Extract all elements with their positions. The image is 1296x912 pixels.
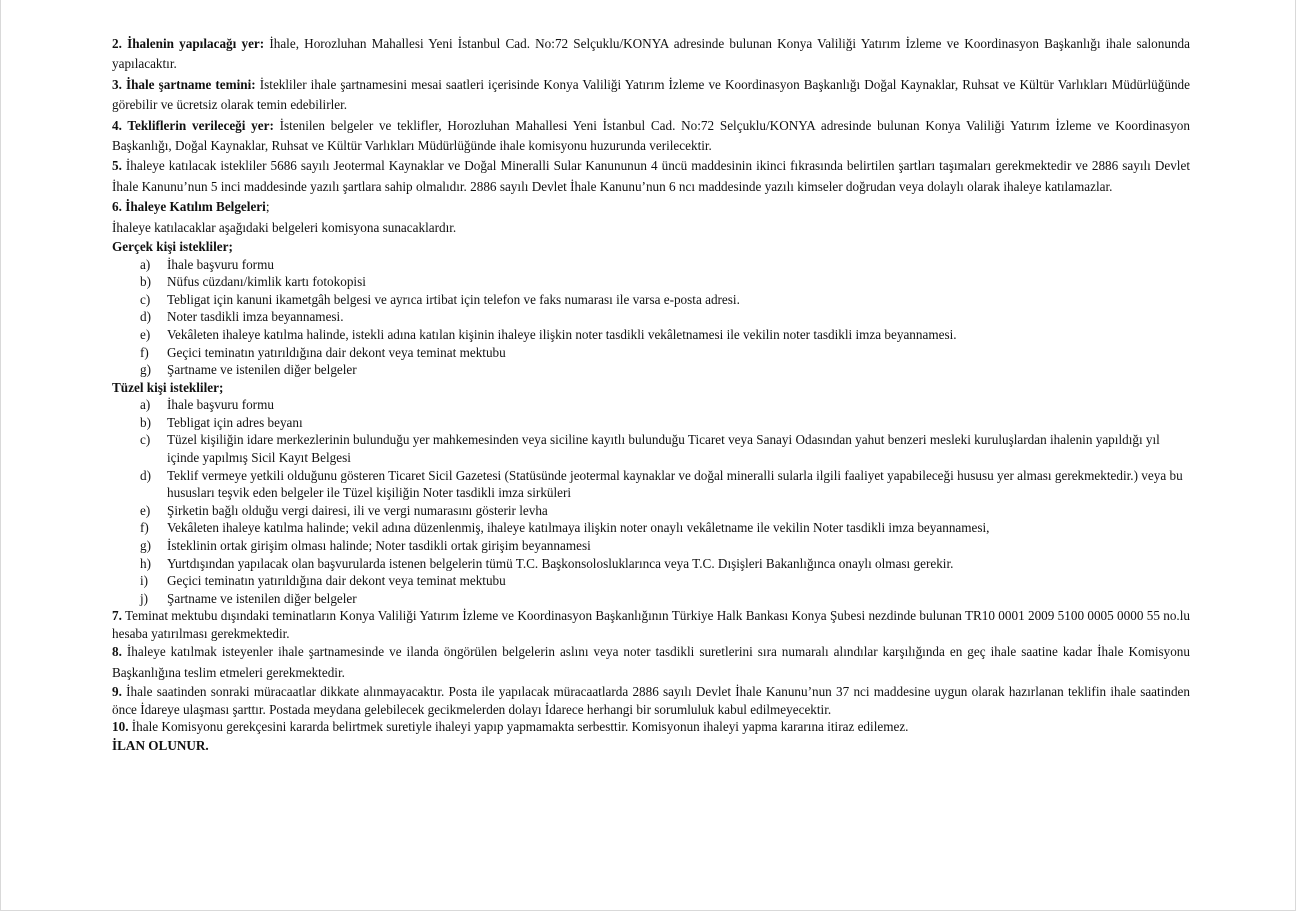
section-8-text: İhaleye katılmak isteyenler ihale şartnamesinde ve ilanda öngörülen belgelerin aslını veya noter tasdikli suretlerini sıra numaralı alındılar karşılığında en geç ihale saatine kadar İhale Komisyonu Başkanlığına teslim etmeleri gerekmektedir.	[112, 644, 1190, 680]
list-item	[112, 502, 1190, 520]
list-marker: g)	[140, 362, 151, 378]
section-4-title: 4. Tekliflerin verileceği yer:	[112, 117, 274, 133]
list-marker: d)	[140, 467, 151, 483]
list-item	[112, 431, 1190, 466]
section-6-title	[112, 197, 1190, 217]
list-item-text: Şartname ve istenilen diğer belgeler	[167, 362, 357, 378]
list-item-text: Geçici teminatın yatırıldığına dair dekont veya teminat mektubu	[167, 573, 506, 589]
list-item-text: İsteklinin ortak girişim olması halinde; Noter tasdikli ortak girişim beyannamesi	[167, 537, 591, 553]
list-marker: a)	[140, 256, 151, 272]
list-marker: c)	[140, 291, 151, 307]
section-8-title: 8.	[112, 644, 122, 660]
list-item	[112, 590, 1190, 608]
list-item	[112, 519, 1190, 537]
section-5-text: İhaleye katılacak istekliler 5686 sayılı Jeotermal Kaynaklar ve Doğal Mineralli Sular Kanununun 4 üncü maddesinin ikinci fıkrasında belirtilen şartları taşımaları gerekmektedir ve 2886 sayılı Devlet İhale Kanunu’nun 5 inci maddesinde yazılı şartlara sahip olmalıdır. 2886 sayılı Devlet İhale Kanunu’nun 6 ncı maddesinde yazılı kimseler doğrudan veya dolaylı olarak ihaleye katılamazlar.	[112, 158, 1190, 194]
section-9-text: İhale saatinden sonraki müracaatlar dikkate alınmayacaktır. Posta ile yapılacak müracaatlarda 2886 sayılı Devlet İhale Kanunu’nun 37 nci maddesine uygun olarak hazırlanan teklifin ihale saatinden önce İdareye ulaşması şarttır. Postada meydana gelebilecek gecikmelerden dolayı İdarece herhangi bir sorumluluk kabul edilmeyecektir.	[112, 684, 1190, 717]
section-7-title: 7.	[112, 608, 122, 624]
list-item	[112, 344, 1190, 362]
list-item-text: Yurtdışından yapılacak olan başvurularda istenen belgelerin tümü T.C. Başkonsolosluklarınca veya T.C. Dışişleri Bakanlığınca onaylı olması gerekir.	[167, 555, 954, 571]
list-marker: e)	[140, 326, 151, 342]
section-2	[112, 34, 1190, 75]
section-10-title: 10.	[112, 719, 129, 735]
section-3	[112, 75, 1190, 116]
list-marker: j)	[140, 590, 149, 606]
list-item-text: Şartname ve istenilen diğer belgeler	[167, 590, 357, 606]
list-marker: d)	[140, 309, 151, 325]
section-7-text: Teminat mektubu dışındaki teminatların Konya Valiliği Yatırım İzleme ve Koordinasyon Başkanlığının Türkiye Halk Bankası Konya Şubesi nezdinde bulunan TR10 0001 2009 5100 0005 0000 55 no.lu hesaba yatırılması gerekmektedir.	[112, 608, 1190, 641]
list-marker: e)	[140, 502, 151, 518]
section-3-title: 3. İhale şartname temini:	[112, 76, 256, 92]
section-4	[112, 116, 1190, 157]
list-marker: b)	[140, 414, 151, 430]
list-item	[112, 414, 1190, 432]
list-item	[112, 273, 1190, 291]
list-item	[112, 396, 1190, 414]
section-4-text: İstenilen belgeler ve teklifler, Horozluhan Mahallesi Yeni İstanbul Cad. No:72 Selçuklu/KONYA adresinde bulunan Konya Valiliği Yatırım İzleme ve Koordinasyon Başkanlığı, Doğal Kaynaklar, Ruhsat ve Kültür Varlıkları Müdürlüğünde ihale komisyonu huzurunda verilecektir.	[112, 117, 1190, 154]
list-item	[112, 326, 1190, 344]
list-marker: c)	[140, 432, 151, 448]
real-persons-heading: Gerçek kişi istekliler;	[112, 239, 233, 255]
list-marker: f)	[140, 520, 149, 536]
list-marker: h)	[140, 555, 151, 571]
section-2-title: 2. İhalenin yapılacağı yer:	[112, 36, 265, 51]
section-5	[112, 156, 1190, 197]
list-item-text: Tebligat için adres beyanı	[167, 414, 303, 430]
list-item	[112, 555, 1190, 573]
list-marker: i)	[140, 573, 149, 589]
list-item-text: Teklif vermeye yetkili olduğunu gösteren Ticaret Sicil Gazetesi (Statüsünde jeotermal kaynaklar ve doğal mineralli sularla ilgili faaliyet yapabileceği hususu yer alması gerekmektedir.) veya bu hususları teşvik eden belgeler ile Tüzel kişiliğin Noter tasdikli imza sirküleri	[167, 467, 1183, 501]
list-item-text: Vekâleten ihaleye katılma halinde, istekli adına katılan kişinin ihaleye ilişkin noter tasdikli vekâletnamesi ile vekilin noter tasdikli imza beyannamesi.	[167, 326, 957, 342]
section-6-heading-suffix: ;	[265, 199, 270, 215]
list-item-text: İhale başvuru formu	[167, 397, 274, 413]
document-body	[112, 34, 1190, 756]
section-6-intro: İhaleye katılacaklar aşağıdaki belgeleri komisyona sunacaklardır.	[112, 219, 457, 235]
list-item	[112, 572, 1190, 590]
legal-persons-list	[112, 396, 1190, 607]
list-item	[112, 361, 1190, 379]
list-item	[112, 467, 1190, 502]
section-7	[112, 607, 1190, 642]
list-marker: f)	[140, 344, 149, 360]
section-9-title: 9.	[112, 684, 122, 700]
list-item-text: Şirketin bağlı olduğu vergi dairesi, ili ve vergi numarasını gösterir levha	[167, 502, 548, 518]
list-item-text: Noter tasdikli imza beyannamesi.	[167, 309, 344, 325]
section-8	[112, 642, 1190, 683]
section-3-text: İstekliler ihale şartnamesini mesai saatleri içerisinde Konya Valiliği Yatırım İzleme ve Koordinasyon Başkanlığı Doğal Kaynaklar, Ruhsat ve Kültür Varlıkları Müdürlüğünde görebilir ve ücretsiz olarak temin edebilirler.	[112, 76, 1190, 113]
section-9	[112, 683, 1190, 718]
section-10	[112, 718, 1190, 736]
list-item-text: İhale başvuru formu	[167, 256, 274, 272]
section-10-text: İhale Komisyonu gerekçesini kararda belirtmek suretiyle ihaleyi yapıp yapmamakta serbesttir. Komisyonun ihaleyi yapma kararına itiraz edilemez.	[128, 719, 909, 735]
list-item-text: Tebligat için kanuni ikametgâh belgesi ve ayrıca irtibat için telefon ve faks numarası ile varsa e-posta adresi.	[167, 291, 740, 307]
list-item-text: Nüfus cüzdanı/kimlik kartı fotokopisi	[167, 274, 366, 290]
real-persons-list	[112, 256, 1190, 379]
list-item	[112, 537, 1190, 555]
list-marker: g)	[140, 537, 151, 553]
list-item-text: Tüzel kişiliğin idare merkezlerinin bulunduğu yer mahkemesinden veya siciline kayıtlı bulunduğu Ticaret veya Sanayi Odasından yahut benzeri mesleki kuruluşlardan ihalenin yapıldığı yıl içinde yapılmış Sicil Kayıt Belgesi	[167, 432, 1160, 465]
list-item	[112, 308, 1190, 326]
section-5-title: 5.	[112, 158, 122, 174]
list-marker: b)	[140, 274, 151, 290]
list-item-text: Vekâleten ihaleye katılma halinde; vekil adına düzenlenmiş, ihaleye katılmaya ilişkin noter onaylı vekâletname ile vekilin Noter tasdikli imza beyannamesi,	[167, 520, 990, 536]
legal-persons-heading: Tüzel kişi istekliler;	[112, 379, 224, 395]
list-item	[112, 291, 1190, 309]
section-6-heading: 6. İhaleye Katılım Belgeleri	[112, 199, 266, 215]
list-item-text: Geçici teminatın yatırıldığına dair dekont veya teminat mektubu	[167, 344, 506, 360]
closing-statement: İLAN OLUNUR.	[112, 737, 209, 753]
section-2-text: İhale, Horozluhan Mahallesi Yeni İstanbul Cad. No:72 Selçuklu/KONYA adresinde bulunan Konya Valiliği Yatırım İzleme ve Koordinasyon Başkanlığı ihale salonunda yapılacaktır.	[112, 36, 1191, 72]
list-item	[112, 256, 1190, 274]
list-marker: a)	[140, 397, 151, 413]
